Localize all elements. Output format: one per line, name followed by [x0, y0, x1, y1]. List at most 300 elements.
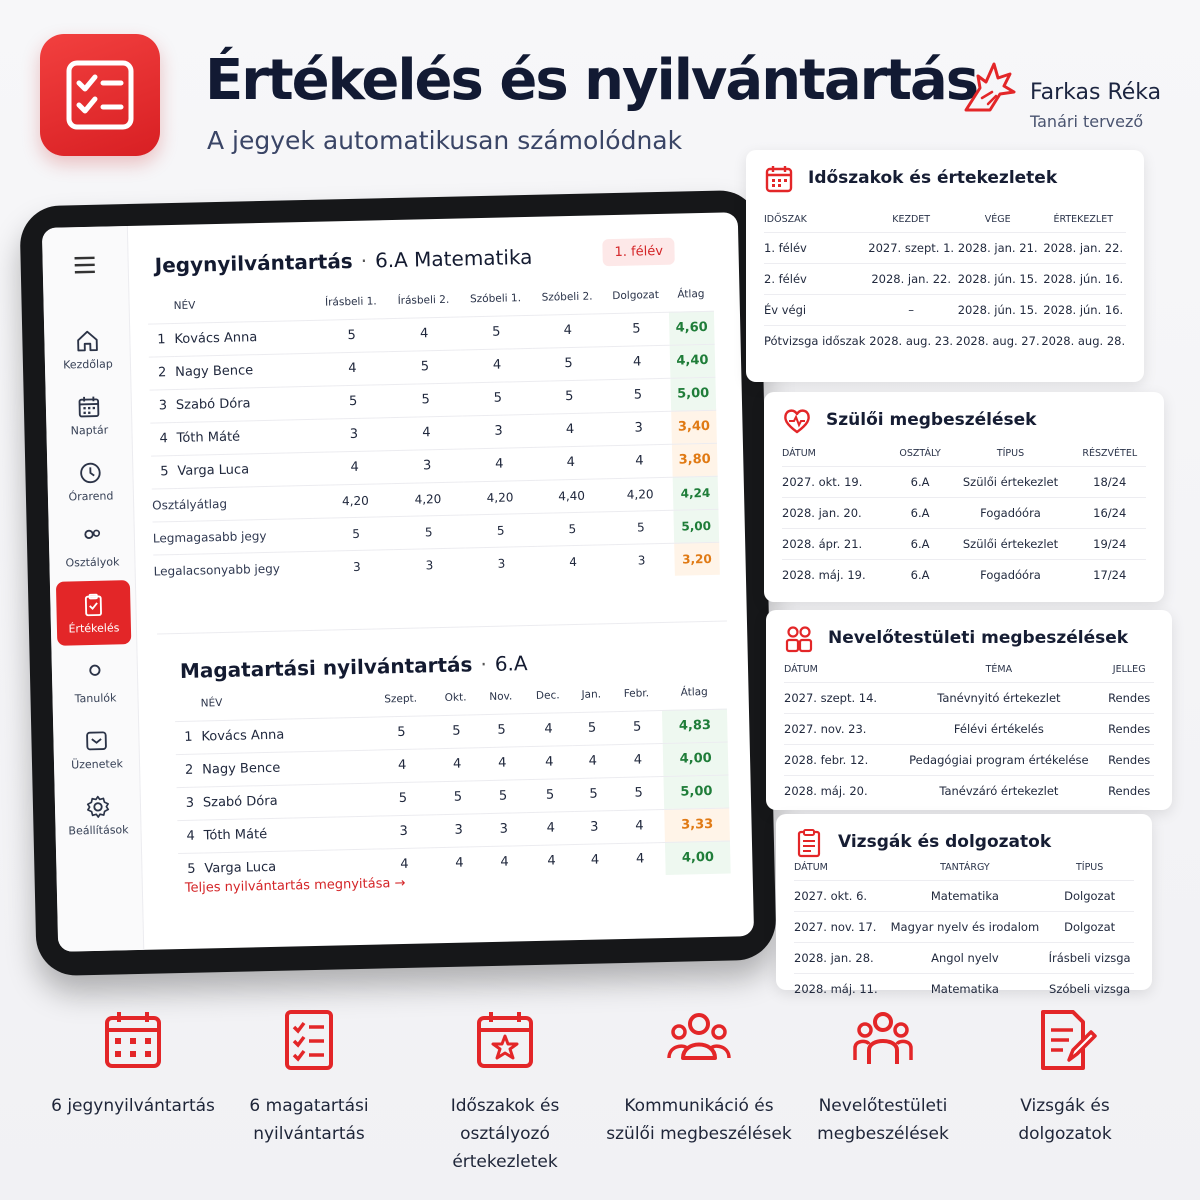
student-name: Tóth Máté — [176, 419, 318, 455]
table-cell: Szóbeli vizsga — [1045, 973, 1134, 1004]
table-cell: 2028. máj. 19. — [782, 559, 893, 590]
parents-card — [764, 392, 1164, 602]
grade-cell[interactable]: 4 — [534, 412, 606, 447]
grade-cell[interactable]: 5 — [368, 715, 435, 749]
page-title: Értékelés és nyilvántartás — [205, 48, 978, 113]
calendar-grid-icon — [101, 1008, 165, 1072]
clipboard-list-icon — [794, 828, 824, 858]
column-header[interactable]: Dec. — [535, 689, 560, 702]
checklist-icon — [277, 1008, 341, 1072]
feature-label-line2: nyilvántartás — [253, 1124, 365, 1144]
feature-label — [410, 1092, 600, 1176]
grade-cell[interactable]: 5 — [436, 780, 481, 814]
table-cell: 2027. nov. 23. — [784, 713, 893, 744]
summary-cell: 4,20 — [607, 477, 673, 511]
calendar-icon — [76, 393, 103, 420]
table-cell: 6.A — [893, 559, 948, 590]
summary-cell: 3 — [609, 543, 675, 577]
table-cell: Pótvizsga időszak — [764, 325, 867, 356]
column-header: DÁTUM — [782, 448, 816, 460]
column-header[interactable]: Írásbeli 1. — [324, 295, 377, 309]
student-name: Nagy Bence — [202, 750, 370, 787]
column-header[interactable]: Jan. — [581, 688, 602, 701]
student-name: Tóth Máté — [203, 816, 371, 853]
grade-cell[interactable]: 4 — [575, 843, 615, 877]
table-cell: Tanévnyitó értekezlet — [893, 682, 1104, 713]
behavior-title: Magatartási nyilvántartás — [179, 652, 473, 683]
hamburger-menu-icon[interactable] — [70, 253, 101, 278]
table-row[interactable] — [782, 497, 1146, 528]
column-header[interactable]: Dolgozat — [612, 288, 660, 302]
grade-cell[interactable]: 5 — [479, 779, 526, 813]
summary-cell: 3 — [393, 547, 466, 582]
table-cell: 18/24 — [1074, 466, 1146, 497]
column-header[interactable]: Szóbeli 1. — [469, 291, 522, 306]
col-index — [147, 297, 174, 324]
grade-cell[interactable]: 5 — [478, 713, 525, 747]
student-name: Szabó Dóra — [176, 386, 318, 422]
summary-cell: 5 — [465, 513, 537, 548]
summary-label: Legalacsonyabb jegy — [153, 551, 321, 588]
grade-cell[interactable]: 3 — [317, 417, 390, 452]
grade-cell[interactable]: 5 — [574, 777, 614, 811]
tablet-frame — [19, 190, 776, 977]
table-cell: 2027. okt. 6. — [794, 880, 885, 911]
grade-cell[interactable]: 4 — [463, 447, 535, 482]
document-edit-icon — [1033, 1008, 1097, 1072]
summary-label: Osztályátlag — [152, 485, 320, 522]
table-cell: 2027. nov. 17. — [794, 911, 885, 942]
user-icon — [82, 661, 109, 688]
main-content — [128, 212, 754, 950]
row-number: 1 — [148, 323, 175, 357]
periods-title: Időszakok és értekezletek — [808, 168, 1058, 188]
people-icon — [784, 624, 814, 654]
student-name: Varga Luca — [204, 849, 372, 886]
table-row[interactable] — [764, 294, 1126, 325]
table-cell: 2. félév — [764, 263, 867, 294]
grade-cell[interactable]: 5 — [605, 378, 671, 412]
summary-cell: 5 — [319, 516, 392, 551]
sidebar-item-label: Beállítások — [68, 822, 129, 838]
table-cell: 2027. okt. 19. — [782, 466, 893, 497]
table-row[interactable] — [784, 744, 1154, 775]
summary-cell: 4,20 — [391, 481, 464, 516]
behavior-panel-title — [180, 651, 528, 683]
sidebar-item-6[interactable] — [59, 716, 134, 782]
brand — [960, 58, 1190, 138]
average-cell: 3,80 — [672, 443, 718, 477]
column-header[interactable]: Szóbeli 2. — [541, 290, 593, 304]
sidebar-item-label: Órarend — [68, 488, 114, 503]
column-header[interactable]: Febr. — [623, 687, 650, 700]
table-cell: Év végi — [764, 294, 867, 325]
table-cell: Matematika — [885, 973, 1046, 1004]
row-number: 4 — [177, 819, 204, 853]
table-cell: 19/24 — [1074, 528, 1146, 559]
grade-cell[interactable]: 5 — [370, 781, 437, 815]
grades-title: Jegynyilvántartás — [154, 248, 353, 278]
table-cell: Szülői értekezlet — [947, 528, 1073, 559]
table-cell: 2028. jan. 20. — [782, 497, 893, 528]
grade-cell[interactable]: 3 — [370, 814, 437, 848]
table-cell: Matematika — [885, 880, 1046, 911]
table-cell: Rendes — [1104, 713, 1154, 744]
average-cell: 4,00 — [665, 841, 730, 875]
grade-cell[interactable]: 4 — [532, 313, 604, 348]
table-row[interactable] — [794, 911, 1134, 942]
sidebar-item-label: Üzenetek — [70, 756, 124, 771]
calendar-star-icon — [473, 1008, 537, 1072]
sidebar-item-4[interactable] — [56, 580, 131, 646]
row-number: 1 — [175, 721, 202, 755]
table-cell: 2028. ápr. 21. — [782, 528, 893, 559]
clock-icon — [77, 459, 104, 486]
feature-label-line1: Időszakok és — [450, 1096, 560, 1116]
page-subtitle: A jegyek automatikusan számolódnak — [207, 126, 683, 155]
column-header: TANTÁRGY — [940, 862, 990, 874]
column-header: RÉSZVÉTEL — [1082, 448, 1138, 460]
table-cell: Fogadóóra — [947, 497, 1073, 528]
table-cell: 2028. jan. 22. — [1040, 232, 1126, 263]
open-full-record-label: Teljes nyilvántartás megnyitása — [184, 876, 391, 896]
staff-table — [784, 658, 1154, 806]
table-row[interactable] — [764, 232, 1126, 263]
grade-cell[interactable]: 5 — [316, 384, 389, 419]
exams-card — [776, 814, 1152, 996]
feature-item — [38, 1008, 228, 1120]
summary-average: 5,00 — [673, 509, 719, 543]
sidebar-item-label: Naptár — [70, 423, 109, 437]
exams-table — [794, 856, 1134, 1004]
grade-cell[interactable]: 4 — [461, 348, 533, 383]
table-cell: 2028. jún. 16. — [1040, 263, 1126, 294]
row-number: 2 — [176, 753, 203, 787]
table-cell: 1. félév — [764, 232, 867, 263]
grades-table — [147, 285, 719, 588]
average-cell: 4,40 — [670, 344, 716, 378]
summary-average: 4,24 — [673, 476, 719, 510]
table-cell: 2028. aug. 23. — [867, 325, 955, 356]
average-cell: 4,83 — [662, 709, 727, 743]
table-cell: 2028. jún. 15. — [955, 263, 1041, 294]
grade-cell[interactable]: 4 — [606, 444, 672, 478]
grade-cell[interactable]: 4 — [437, 846, 482, 880]
table-cell: Dolgozat — [1045, 880, 1134, 911]
sidebar-item-label: Osztályok — [65, 554, 120, 570]
grade-cell[interactable]: 4 — [371, 847, 438, 881]
grade-cell[interactable]: 5 — [611, 710, 663, 744]
grade-cell[interactable]: 5 — [613, 776, 665, 810]
staff-title: Nevelőtestületi megbeszélések — [828, 628, 1129, 648]
table-cell: 2028. aug. 27. — [955, 325, 1041, 356]
tablet-screen — [42, 212, 754, 952]
sidebar-item-0[interactable] — [50, 316, 125, 382]
feature-item — [410, 1008, 600, 1176]
table-row[interactable] — [794, 880, 1134, 911]
grade-cell[interactable]: 5 — [526, 778, 574, 812]
inbox-icon — [83, 727, 110, 754]
sidebar-item-7[interactable] — [60, 782, 135, 848]
grade-cell[interactable]: 4 — [535, 445, 607, 480]
home-icon — [74, 327, 101, 354]
column-header[interactable]: Nov. — [489, 690, 513, 703]
grade-cell[interactable]: 4 — [612, 743, 664, 777]
average-cell: 4,00 — [663, 742, 728, 776]
table-cell: 17/24 — [1074, 559, 1146, 590]
table-cell: 6.A — [893, 528, 948, 559]
brand-name: Farkas Réka — [1030, 80, 1162, 105]
average-cell: 4,60 — [669, 311, 715, 345]
summary-cell: 4,20 — [319, 483, 392, 518]
table-cell: 2028. jún. 15. — [955, 294, 1041, 325]
column-header[interactable]: Írásbeli 2. — [397, 293, 450, 307]
column-header: JELLEG — [1112, 664, 1146, 676]
table-row[interactable] — [794, 973, 1134, 1004]
table-cell: 16/24 — [1074, 497, 1146, 528]
summary-average: 3,20 — [674, 542, 720, 576]
periods-table — [764, 208, 1126, 356]
column-header: TÍPUS — [996, 448, 1025, 460]
grade-cell[interactable]: 5 — [315, 318, 388, 353]
feature-item — [970, 1008, 1160, 1148]
column-header: DÁTUM — [794, 862, 828, 874]
gear-icon — [85, 793, 112, 820]
users-icon — [79, 525, 106, 552]
table-cell: 2028. jan. 28. — [794, 942, 885, 973]
table-cell: Tanévzáró értekezlet — [893, 775, 1104, 806]
table-cell: 2028. jan. 21. — [955, 232, 1041, 263]
grade-cell[interactable]: 5 — [434, 714, 479, 748]
sidebar-item-label: Kezdőlap — [62, 356, 113, 372]
grade-cell[interactable]: 5 — [389, 383, 462, 418]
heart-pulse-icon — [782, 406, 812, 436]
student-name: Varga Luca — [177, 452, 319, 488]
table-row[interactable] — [784, 682, 1154, 713]
row-number: 3 — [150, 389, 177, 423]
grade-cell[interactable]: 5 — [462, 381, 534, 416]
feature-label-line1: 6 magatartási — [249, 1096, 369, 1116]
table-cell: Fogadóóra — [947, 559, 1073, 590]
column-header: OSZTÁLY — [899, 448, 941, 460]
student-name: Kovács Anna — [201, 717, 369, 754]
table-row[interactable] — [784, 775, 1154, 806]
grade-cell[interactable]: 4 — [614, 842, 666, 876]
feature-label-line2: osztályozó értekezletek — [452, 1124, 558, 1172]
wolf-logo-icon — [960, 58, 1020, 118]
feature-label — [788, 1092, 978, 1148]
grade-cell[interactable]: 4 — [388, 317, 461, 352]
column-header: TÉMA — [985, 664, 1013, 676]
average-cell: 3,33 — [665, 808, 730, 842]
table-cell: 2028. jan. 22. — [867, 263, 955, 294]
grade-cell[interactable]: 3 — [391, 448, 464, 483]
grade-cell[interactable]: 4 — [527, 844, 575, 878]
column-header[interactable]: Átlag — [677, 287, 705, 301]
table-cell: Angol nyelv — [885, 942, 1046, 973]
title-separator: · — [360, 248, 368, 273]
sidebar — [42, 226, 144, 952]
row-number: 2 — [149, 356, 176, 390]
grade-cell[interactable]: 3 — [480, 812, 527, 846]
sidebar-item-label: Tanulók — [74, 690, 117, 705]
title-separator: · — [480, 652, 488, 677]
table-cell: 2028. máj. 20. — [784, 775, 893, 806]
summary-label: Legmagasabb jegy — [153, 518, 321, 555]
grade-cell[interactable]: 4 — [527, 811, 575, 845]
clipboard-check-icon — [80, 591, 107, 618]
grade-cell[interactable]: 5 — [603, 312, 669, 346]
grade-cell[interactable]: 4 — [318, 450, 391, 485]
column-header: KEZDET — [892, 214, 931, 226]
column-header[interactable]: Szept. — [384, 692, 418, 706]
grade-cell[interactable]: 3 — [574, 810, 614, 844]
table-cell: 6.A — [893, 466, 948, 497]
summary-cell: 4 — [537, 544, 609, 579]
calendar-icon — [764, 164, 794, 194]
summary-cell: 4,40 — [535, 478, 607, 513]
column-header[interactable]: NÉV — [200, 696, 223, 710]
grade-cell[interactable]: 4 — [479, 746, 526, 780]
feature-item — [788, 1008, 978, 1148]
feature-label-line1: 6 jegynyilvántartás — [51, 1096, 215, 1116]
sidebar-item-2[interactable] — [53, 448, 128, 514]
feature-label — [970, 1092, 1160, 1148]
feature-item — [214, 1008, 404, 1148]
row-number: 4 — [150, 422, 177, 456]
grade-cell[interactable]: 4 — [614, 809, 666, 843]
column-header[interactable]: Átlag — [680, 685, 708, 699]
summary-cell: 4,20 — [464, 480, 536, 515]
table-cell: Rendes — [1104, 744, 1154, 775]
periods-card — [746, 150, 1144, 382]
summary-cell: 3 — [320, 549, 393, 584]
grade-cell[interactable]: 3 — [606, 411, 672, 445]
row-number: 3 — [177, 786, 204, 820]
table-row[interactable] — [764, 263, 1126, 294]
grade-cell[interactable]: 3 — [436, 813, 481, 847]
grades-class: 6.A Matematika — [374, 244, 533, 273]
table-cell: Rendes — [1104, 682, 1154, 713]
table-cell: 2027. szept. 14. — [784, 682, 893, 713]
feature-label-line2: szülői megbeszélések — [606, 1124, 792, 1144]
sidebar-item-5[interactable] — [57, 650, 132, 716]
parents-title: Szülői megbeszélések — [826, 410, 1037, 430]
table-cell: 2028. aug. 28. — [1040, 325, 1126, 356]
table-cell: 2028. febr. 12. — [784, 744, 893, 775]
table-cell: Dolgozat — [1045, 911, 1134, 942]
table-row[interactable] — [782, 466, 1146, 497]
summary-cell: 5 — [608, 510, 674, 544]
grade-cell[interactable]: 4 — [481, 845, 528, 879]
grade-cell[interactable]: 4 — [573, 744, 613, 778]
column-header: TÍPUS — [1075, 862, 1104, 874]
arrow-right-icon: → — [394, 875, 406, 892]
grade-cell[interactable]: 5 — [460, 315, 532, 350]
feature-label — [38, 1092, 228, 1120]
column-header[interactable]: Okt. — [444, 691, 467, 704]
grade-cell[interactable]: 4 — [369, 748, 436, 782]
grades-panel-title — [154, 245, 532, 278]
student-name: Nagy Bence — [175, 353, 317, 389]
sidebar-item-1[interactable] — [51, 382, 126, 448]
checklist-icon — [65, 59, 135, 131]
table-cell: 6.A — [893, 497, 948, 528]
table-row[interactable] — [794, 942, 1134, 973]
feature-label — [604, 1092, 794, 1148]
summary-cell: 3 — [465, 546, 537, 581]
grade-cell[interactable]: 5 — [532, 346, 604, 381]
behavior-table — [174, 683, 730, 886]
semester-badge[interactable]: 1. félév — [602, 238, 675, 267]
average-cell: 3,40 — [671, 410, 717, 444]
col-index — [174, 695, 201, 722]
grade-cell[interactable]: 4 — [524, 712, 572, 746]
sidebar-item-3[interactable] — [54, 514, 129, 580]
grade-cell[interactable]: 4 — [316, 351, 389, 386]
table-cell: Félévi értékelés — [893, 713, 1104, 744]
grade-cell[interactable]: 4 — [390, 415, 463, 450]
table-cell: 2027. szept. 1. — [867, 232, 955, 263]
column-header: IDŐSZAK — [764, 214, 807, 226]
sidebar-item-label: Értékelés — [68, 620, 120, 635]
section-divider — [157, 621, 727, 635]
feature-label-line1: Kommunikáció és — [624, 1096, 774, 1116]
table-cell: 2028. máj. 11. — [794, 973, 885, 1004]
table-cell: Magyar nyelv és irodalom — [885, 911, 1046, 942]
app-icon — [40, 34, 160, 156]
feature-label-line1: Nevelőtestületi — [818, 1096, 948, 1116]
column-header[interactable]: NÉV — [173, 299, 196, 312]
row-number: 5 — [151, 455, 178, 489]
average-cell: 5,00 — [664, 775, 729, 809]
table-cell: 2028. jún. 16. — [1040, 294, 1126, 325]
grade-cell[interactable]: 5 — [572, 711, 612, 745]
group-icon — [667, 1008, 731, 1072]
team-icon — [851, 1008, 915, 1072]
grade-cell[interactable]: 4 — [525, 745, 573, 779]
grade-cell[interactable]: 3 — [462, 414, 534, 449]
feature-label-line2: megbeszélések — [817, 1124, 949, 1144]
table-cell: – — [867, 294, 955, 325]
grade-cell[interactable]: 4 — [604, 345, 670, 379]
exams-title: Vizsgák és dolgozatok — [838, 832, 1052, 852]
table-cell: Írásbeli vizsga — [1045, 942, 1134, 973]
feature-label-line2: dolgozatok — [1018, 1124, 1112, 1144]
feature-label — [214, 1092, 404, 1148]
table-row[interactable] — [784, 713, 1154, 744]
average-cell: 5,00 — [670, 377, 716, 411]
table-row[interactable] — [782, 528, 1146, 559]
table-cell: Rendes — [1104, 775, 1154, 806]
table-row[interactable] — [782, 559, 1146, 590]
student-name: Kovács Anna — [174, 320, 316, 356]
table-row[interactable] — [764, 325, 1126, 356]
student-name: Szabó Dóra — [203, 783, 371, 820]
feature-label-line1: Vizsgák és — [1020, 1096, 1110, 1116]
column-header: VÉGE — [984, 214, 1011, 226]
grade-cell[interactable]: 4 — [435, 747, 480, 781]
summary-cell: 5 — [392, 514, 465, 549]
grade-cell[interactable]: 5 — [388, 350, 461, 385]
column-header: DÁTUM — [784, 664, 818, 676]
table-cell: Pedagógiai program értékelése — [893, 744, 1104, 775]
staff-card — [766, 610, 1172, 810]
parents-table — [782, 442, 1146, 590]
table-cell: Szülői értekezlet — [947, 466, 1073, 497]
grade-cell[interactable]: 5 — [533, 379, 605, 414]
column-header: ÉRTEKEZLET — [1053, 214, 1113, 226]
